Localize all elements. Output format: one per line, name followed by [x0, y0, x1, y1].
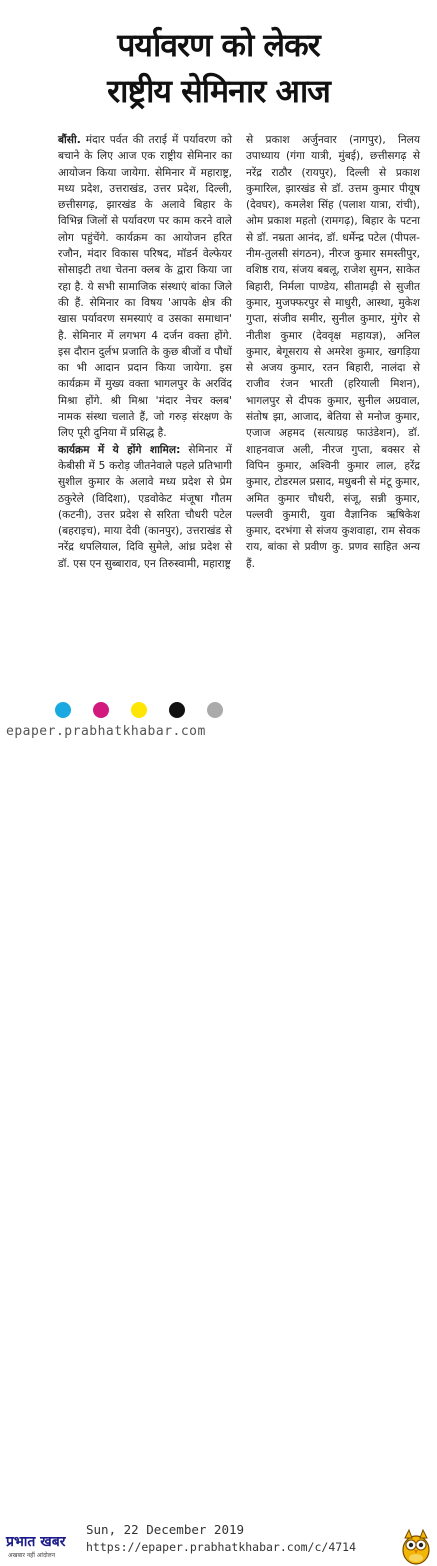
registration-dot: [55, 702, 71, 718]
registration-dot: [169, 702, 185, 718]
article-paragraph-2: [58, 442, 232, 572]
article-paragraph-3: से प्रकाश अर्जुनवार (नागपुर), निलय उपाध्याय (गंगा यात्री, मुंबई), छत्तीसगढ़ से नरेंद्र राठौर (रायपुर), दिल्ली से प्रकाश कुमारिल, झारखंड से डॉ. उत्तम कुमार पीयूष (देवघर), कमलेश सिंह (पलाश यात्रा, रांची), ओम प्रकाश महतो (रामगढ़), बिहार के पटना से डॉ. नम्रता आनंद, डॉ. धर्मेन्द्र पटेल (पीपल-नीम-तुलसी संगठन), नीरज कुमार समस्तीपुर, वशिष्ठ राय, संजय बबलू, राजेश सुमन, साकेत बिहारी, निर्मला पाण्डेय, सीतामढ़ी से सुजीत कुमार, मुजफ्फरपुर से माधुरी, आस्था, मुकेश गुप्ता, संजीव समीर, सुनील कुमार, मुंगेर से नीतीश कुमार (देववृक्ष महायज्ञ), अनिल कुमार, बेगूसराय से अमरेश कुमार, खगड़िया से अजय कुमार, रतन बिहारी, नालंदा से राजीव रंजन भारती (हरियाली मिशन), भागलपुर से दीपक कुमार, सुनील अग्रवाल, संतोष झा, आजाद, बेतिया से मनोज कुमार, एजाज अहमद (सत्याग्रह फाउंडेशन), डॉ. शाहनवाज अली, नीरज गुप्ता, बक्सर से विपिन कुमार, अश्विनी कुमार लाल, हरेंद्र कुमार, टोडरमल प्रसाद, मधुबनी से मंटू कुमार, अमित कुमार चौधरी, संजू, सन्नी कुमार, पल्लवी कुमारी, युवा वैज्ञानिक ऋषिकेश कुमार, दरभंगा से संजय कुशवाहा, राम सेवक राय, बांका से प्रवीण कु. प्रणव साहित अन्य हैं.: [246, 134, 420, 570]
footer: [0, 760, 437, 1559]
logo-text: प्रभात खबर: [6, 1534, 66, 1550]
registration-dot: [207, 702, 223, 718]
article-left-column: [58, 132, 232, 572]
paragraph-1-text: मंदार पर्वत की तराई में पर्यावरण को बचाने के लिए आज एक राष्ट्रीय सेमिनार का आयोजन किया जायेगा. सेमिनार में महाराष्ट्र, मध्य प्रदेश, उत्तराखंड, उत्तर प्रदेश, दिल्ली, छत्तीसगढ़, झारखंड के अलावे बिहार के विभिन्न जिलों से पर्यावरण पर काम करने वाले लोग पहुंचेंगे. कार्यक्रम का आयोजन हरित रजौन, मंदार विकास परिषद, मॉडर्न वेल्फेयर सोसाइटी तथा चेतना क्लब के द्वारा किया जा रहा है. ये सभी सामाजिक संस्थाएं बांका जिले की हैं. सेमिनार का विषय 'आपके क्षेत्र की खास पर्यावरण समस्याएं व उसका समाधान' है. सेमिनार में लगभग 4 दर्जन वक्ता होंगे. इस दौरान दुर्लभ प्रजाति के कुछ बीजों व पौधों का भी आदान प्रदान किया जायेगा. इस कार्यक्रम में मुख्य वक्ता भागलपुर के अरविंद मिश्रा होंगे. श्री मिश्रा 'मंदार नेचर क्लब' नामक संस्था चलाते हैं, जो गरुड़ संरक्षण के लिए पूरी दुनिया में प्रसिद्ध है.: [58, 134, 232, 440]
publication-date: Sun, 22 December 2019: [86, 1522, 245, 1537]
article-paragraph-1: [58, 132, 232, 442]
owl-mascot-icon: [400, 1526, 432, 1566]
article-right-column: [246, 132, 420, 572]
article-body: [58, 132, 434, 684]
headline-line-2: राष्ट्रीय सेमिनार आज: [107, 72, 330, 110]
registration-marks: [55, 702, 245, 718]
registration-dot: [93, 702, 109, 718]
registration-dot: [131, 702, 147, 718]
epaper-link[interactable]: https://epaper.prabhatkhabar.com/c/4714: [86, 1540, 357, 1554]
headline: [10, 22, 427, 114]
dateline: बौंसी.: [58, 134, 81, 146]
subheading: कार्यक्रम में ये होंगे शामिल:: [58, 443, 181, 456]
source-url: epaper.prabhatkhabar.com: [6, 724, 206, 739]
prabhat-khabar-logo: [6, 1532, 78, 1566]
paragraph-2-text: सेमिनार में केबीसी में 5 करोड़ जीतनेवाले पहले प्रतिभागी सुशील कुमार के अलावे मध्य प्रदेश से प्रेम ठकुरेले (विदिशा), एडवोकेट मंजूषा गौतम (कटनी), उत्तर प्रदेश से सरिता चौधरी पटेल (बहराइच), माया देवी (कानपुर), उत्तराखंड से नरेंद्र थपलियाल, दिवि सुमेले, आंध्र प्रदेश से डॉ. एस एन सुब्बाराव, एन तिरुस्वामी, महाराष्ट्र: [58, 443, 232, 570]
headline-line-1: पर्यावरण को लेकर: [117, 26, 320, 64]
logo-tagline: अखबार नहीं आंदोलन: [8, 1552, 56, 1559]
